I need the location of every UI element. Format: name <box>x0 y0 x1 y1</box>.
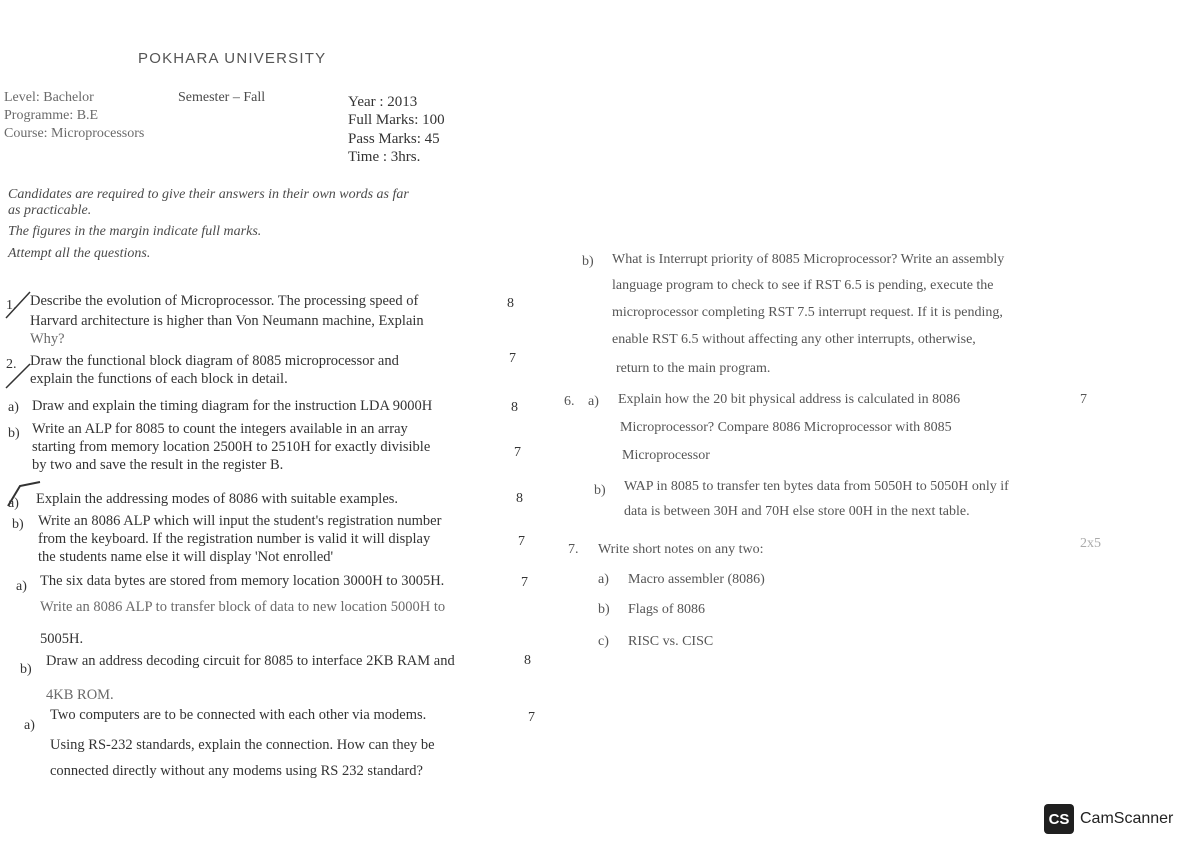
question-line: Harvard architecture is higher than Von Neumann machine, Explain <box>30 313 424 329</box>
question-marks: 8 <box>507 296 514 311</box>
year-text: Year : 2013 <box>348 94 418 110</box>
question-label: a) <box>16 579 27 594</box>
question-number: 7. <box>568 542 579 557</box>
question-line: What is Interrupt priority of 8085 Microprocessor? Write an assembly <box>612 252 1005 267</box>
item-label: b) <box>598 602 610 617</box>
question-line: connected directly without any modems using RS 232 standard? <box>50 763 423 779</box>
full-marks-text: Full Marks: 100 <box>348 112 445 128</box>
question-line: by two and save the result in the register B. <box>32 457 284 473</box>
question-line: return to the main program. <box>616 361 771 376</box>
camscanner-watermark <box>1044 804 1173 834</box>
question-marks: 7 <box>514 445 521 460</box>
question-line: the students name else it will display 'Not enrolled' <box>38 549 334 565</box>
item-label: c) <box>598 634 609 649</box>
instruction-line-3: The figures in the margin indicate full marks. <box>8 224 262 239</box>
semester-text: Semester – Fall <box>178 90 266 105</box>
pass-marks-text: Pass Marks: 45 <box>348 131 440 147</box>
pen-check-mark <box>0 470 60 520</box>
item-text: RISC vs. CISC <box>628 634 714 649</box>
question-marks: 7 <box>528 710 535 725</box>
university-title: POKHARA UNIVERSITY <box>138 50 327 67</box>
question-line: Explain the addressing modes of 8086 with suitable examples. <box>36 491 399 507</box>
question-label: b) <box>594 483 606 498</box>
question-label: b) <box>12 517 24 532</box>
question-line: Describe the evolution of Microprocessor. The processing speed of <box>30 293 419 309</box>
item-text: Macro assembler (8086) <box>628 572 765 587</box>
question-label: b) <box>20 662 32 677</box>
question-marks: 8 <box>511 400 518 415</box>
question-line: Write an 8086 ALP which will input the student's registration number <box>38 513 442 529</box>
question-line: explain the functions of each block in detail. <box>30 371 288 387</box>
level-text: Level: Bachelor <box>4 90 94 105</box>
question-line: microprocessor completing RST 7.5 interrupt request. If it is pending, <box>612 305 1003 320</box>
question-line: WAP in 8085 to transfer ten bytes data from 5050H to 5050H only if <box>624 479 1009 494</box>
question-marks: 7 <box>1080 392 1087 407</box>
question-marks: 2x5 <box>1080 536 1101 551</box>
question-label: b) <box>582 254 594 269</box>
question-marks: 7 <box>521 575 528 590</box>
pen-marks <box>0 280 60 400</box>
question-marks: 7 <box>509 351 516 366</box>
camscanner-logo-icon: CS <box>1044 804 1074 834</box>
question-label: a) <box>8 496 19 511</box>
question-line: 4KB ROM. <box>46 687 114 703</box>
question-line: Draw and explain the timing diagram for the instruction LDA 9000H <box>32 398 433 414</box>
question-line: 5005H. <box>40 631 84 647</box>
instruction-line-2: as practicable. <box>8 203 92 218</box>
question-label: a) <box>8 400 19 415</box>
question-line: Write an 8086 ALP to transfer block of data to new location 5000H to <box>40 599 446 615</box>
question-label: a) <box>24 718 35 733</box>
question-line: The six data bytes are stored from memory location 3000H to 3005H. <box>40 573 445 589</box>
item-label: a) <box>598 572 609 587</box>
question-label: b) <box>8 426 20 441</box>
item-text: Flags of 8086 <box>628 602 705 617</box>
question-label: 2. <box>6 357 17 372</box>
question-number: 6. <box>564 394 575 409</box>
instruction-line-4: Attempt all the questions. <box>8 246 151 261</box>
question-line: starting from memory location 2500H to 2510H for exactly divisible <box>32 439 431 455</box>
instruction-line-1: Candidates are required to give their answers in their own words as far <box>8 187 409 202</box>
course-text: Course: Microprocessors <box>4 126 145 141</box>
question-line: from the keyboard. If the registration number is valid it will display <box>38 531 431 547</box>
question-marks: 8 <box>524 653 531 668</box>
question-line: Microprocessor <box>622 448 710 463</box>
question-line: Draw the functional block diagram of 8085 microprocessor and <box>30 353 399 369</box>
question-label: 1. <box>6 298 17 313</box>
question-label: a) <box>588 394 599 409</box>
question-marks: 8 <box>516 491 523 506</box>
question-line: data is between 30H and 70H else store 00H in the next table. <box>624 504 970 519</box>
question-line: Draw an address decoding circuit for 8085 to interface 2KB RAM and <box>46 653 455 669</box>
question-line: Microprocessor? Compare 8086 Microprocessor with 8085 <box>620 420 952 435</box>
time-text: Time : 3hrs. <box>348 149 421 165</box>
question-line: enable RST 6.5 without affecting any other interrupts, otherwise, <box>612 332 976 347</box>
question-line: Write short notes on any two: <box>598 542 764 557</box>
question-line: language program to check to see if RST 6.5 is pending, execute the <box>612 278 994 293</box>
question-line: Two computers are to be connected with each other via modems. <box>50 707 427 723</box>
camscanner-name: CamScanner <box>1080 810 1174 827</box>
question-line: Explain how the 20 bit physical address is calculated in 8086 <box>618 392 961 407</box>
question-line: Why? <box>30 331 65 347</box>
programme-text: Programme: B.E <box>4 108 99 123</box>
question-line: Using RS-232 standards, explain the connection. How can they be <box>50 737 435 753</box>
question-line: Write an ALP for 8085 to count the integers available in an array <box>32 421 408 437</box>
question-marks: 7 <box>518 534 525 549</box>
